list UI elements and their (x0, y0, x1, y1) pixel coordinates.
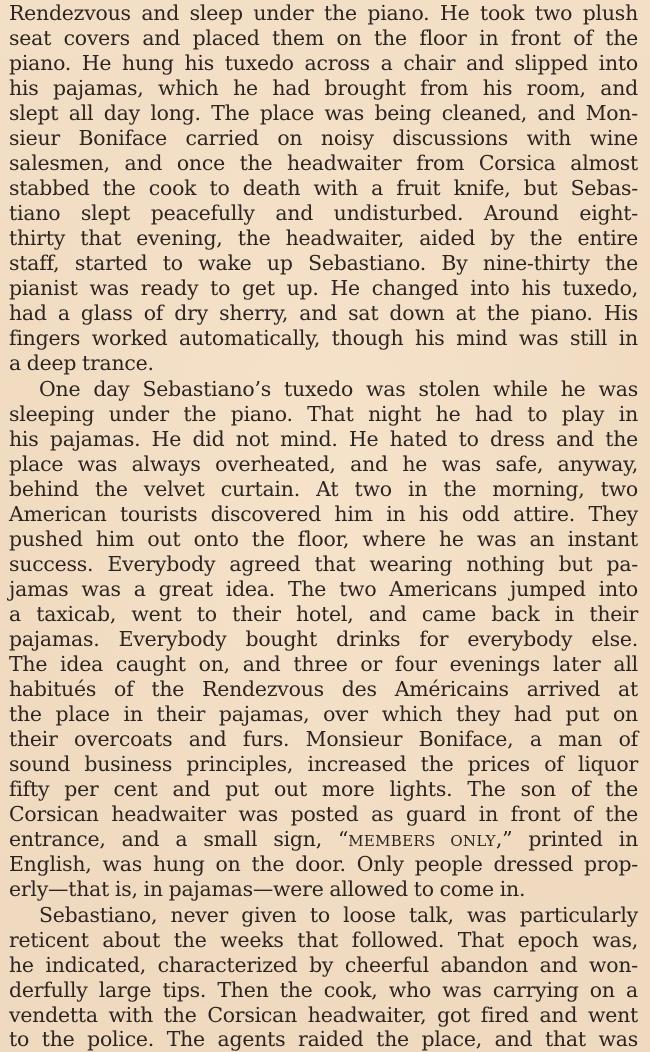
text-line: pianist was ready to get up. He changed into his tuxedo, (9, 276, 638, 300)
text-line: salesmen, and once the headwaiter from Corsica almost (9, 151, 638, 175)
text-line: vendetta with the Corsican headwaiter, got fired and went (9, 1003, 638, 1027)
text-line: sieur Boniface carried on noisy discussions with wine (9, 126, 638, 150)
text-fragment: ,” printed in (495, 827, 638, 851)
text-line: to the police. The agents raided the place, and that was (9, 1027, 638, 1051)
paragraph-start-line: Sebastiano, never given to loose talk, was particularly (39, 903, 638, 927)
text-line: his pajamas, which he had brought from his room, and (9, 76, 638, 100)
text-line: stabbed the cook to death with a fruit knife, but Sebas- (9, 176, 638, 200)
text-line: Rendezvous and sleep under the piano. He took two plush (9, 1, 638, 25)
paragraph-start-line: One day Sebastiano’s tuxedo was stolen while he was (39, 377, 638, 401)
members-only-sign-text: MEMBERS ONLY (348, 832, 496, 850)
text-line: slept all day long. The place was being cleaned, and Mon- (9, 101, 638, 125)
text-line: The idea caught on, and three or four evenings later all (9, 652, 638, 676)
text-line: their overcoats and furs. Monsieur Boniface, a man of (9, 727, 638, 751)
text-line: success. Everybody agreed that wearing nothing but pa- (9, 552, 638, 576)
text-line: derfully large tips. Then the cook, who was carrying on a (9, 978, 638, 1002)
text-line: he indicated, characterized by cheerful abandon and won- (9, 953, 638, 977)
text-fragment: entrance, and a small sign, “ (9, 827, 349, 851)
text-line: reticent about the weeks that followed. That epoch was, (9, 928, 638, 952)
text-line: behind the velvet curtain. At two in the morning, two (9, 477, 638, 501)
text-line: piano. He hung his tuxedo across a chair and slipped into (9, 51, 638, 75)
text-line: fingers worked automatically, though his mind was still in (9, 326, 638, 350)
text-line: place was always overheated, and he was safe, anyway, (9, 452, 638, 476)
text-line: thirty that evening, the headwaiter, aided by the entire (9, 226, 638, 250)
text-line: pushed him out onto the floor, where he was an instant (9, 527, 638, 551)
text-line: his pajamas. He did not mind. He hated to dress and the (9, 427, 638, 451)
text-line: sound business principles, increased the prices of liquor (9, 752, 638, 776)
text-line: Corsican headwaiter was posted as guard in front of the (9, 802, 638, 826)
text-line: a taxicab, went to their hotel, and came back in their (9, 602, 638, 626)
text-line: fifty per cent and put out more lights. The son of the (9, 777, 638, 801)
text-line: tiano slept peacefully and undisturbed. Around eight- (9, 201, 638, 225)
text-line: jamas was a great idea. The two Americans jumped into (9, 577, 638, 601)
text-line: staff, started to wake up Sebastiano. By nine-thirty the (9, 251, 638, 275)
text-line: habitués of the Rendezvous des Américains arrived at (9, 677, 638, 701)
text-line: pajamas. Everybody bought drinks for everybody else. (9, 627, 638, 651)
text-line: sleeping under the piano. That night he had to play in (9, 402, 638, 426)
text-line: American tourists discovered him in his odd attire. They (9, 502, 638, 526)
text-line: a deep trance. (9, 351, 154, 375)
text-line: had a glass of dry sherry, and sat down at the piano. His (9, 301, 638, 325)
text-line: erly—that is, in pajamas—were allowed to come in. (9, 877, 526, 901)
text-line: seat covers and placed them on the floor in front of the (9, 26, 638, 50)
text-line (9, 826, 638, 852)
text-line: English, was hung on the door. Only people dressed prop- (9, 852, 638, 876)
text-line: the place in their pajamas, over which they had put on (9, 702, 638, 726)
